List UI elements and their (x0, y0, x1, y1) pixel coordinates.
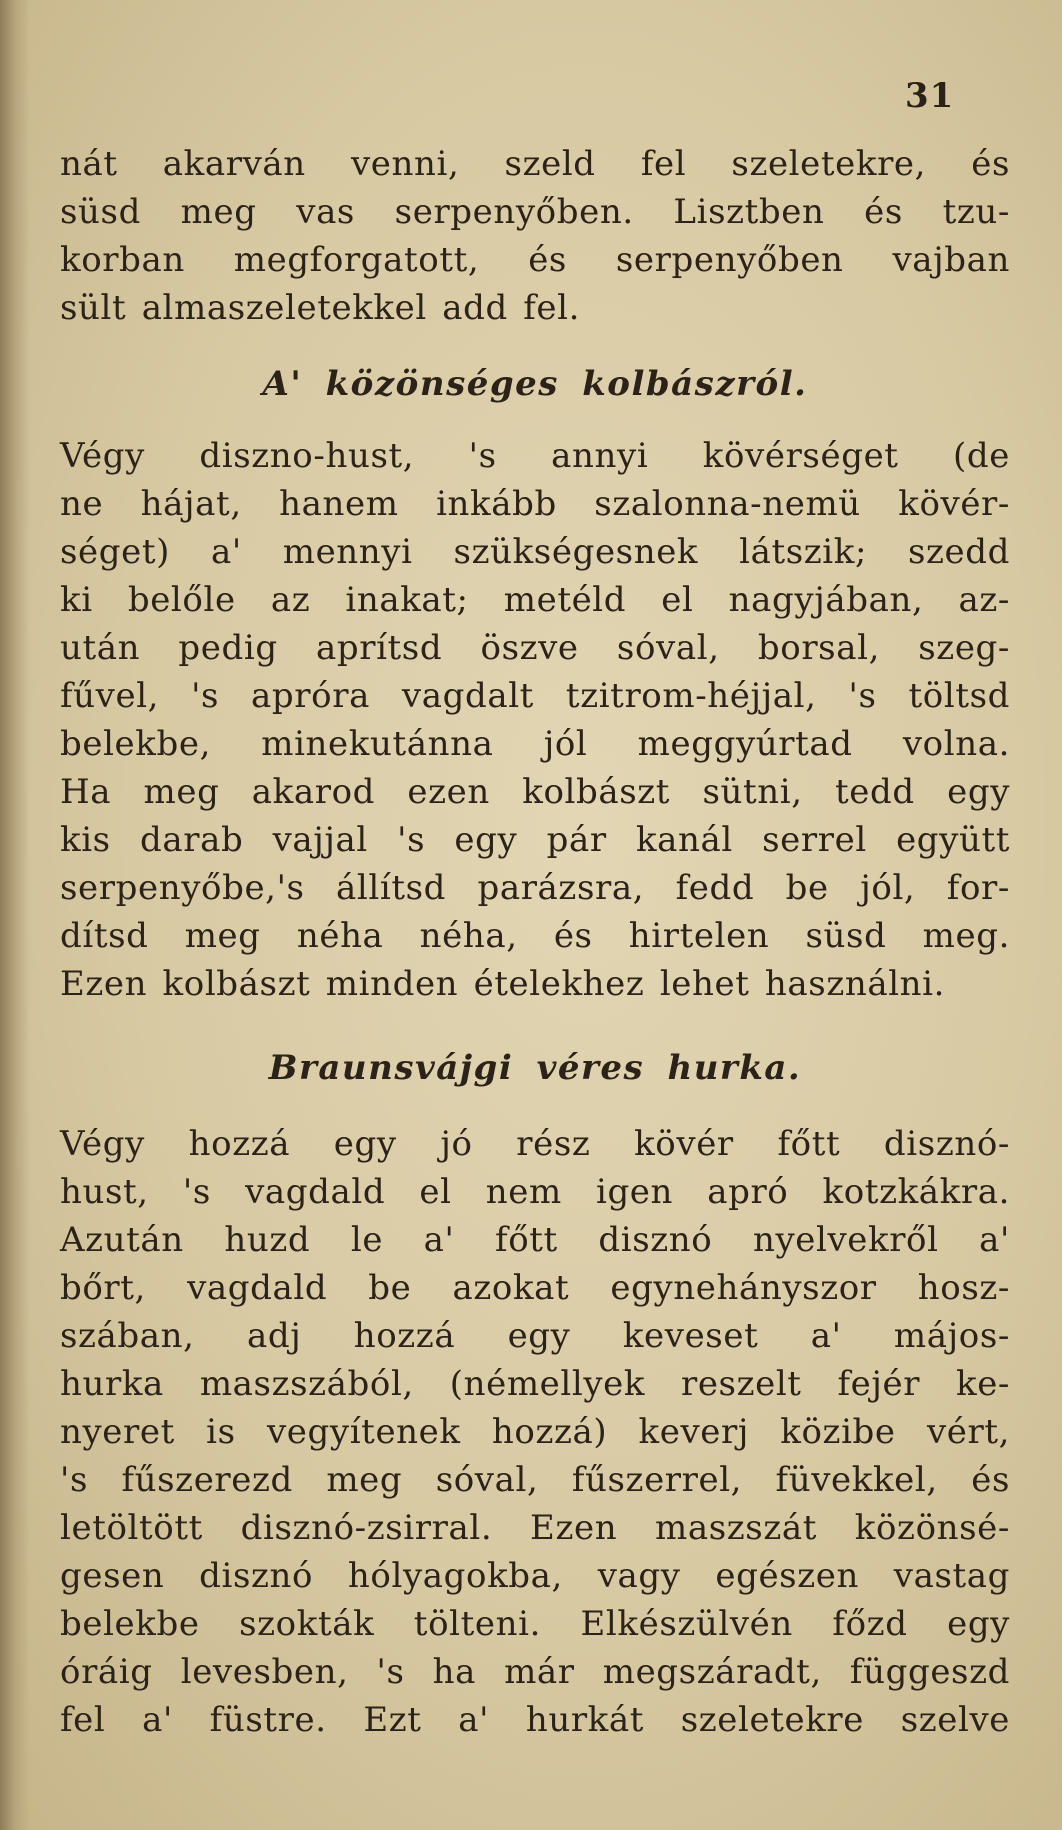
text-line: séget) a' mennyi szükségesnek látszik; szedd (60, 532, 1010, 572)
text-line: süsd meg vas serpenyőben. Lisztben és tzu- (60, 192, 1010, 232)
text-line: kis darab vajjal 's egy pár kanál serrel együtt (60, 820, 1010, 860)
text-line: nyeret is vegyítenek hozzá) keverj közibe vért, (60, 1412, 1010, 1452)
page-gutter-shadow (0, 0, 30, 1830)
text-line: Ha meg akarod ezen kolbászt sütni, tedd egy (60, 772, 1010, 812)
paragraph-3 (60, 1120, 1010, 1744)
text-line: gesen disznó hólyagokba, vagy egészen vastag (60, 1556, 1010, 1596)
text-line: Végy diszno-hust, 's annyi kövérséget (de (60, 436, 1010, 476)
text-line: hurka maszszából, (némellyek reszelt fejér ke- (60, 1364, 1010, 1404)
text-line: dítsd meg néha néha, és hirtelen süsd meg. (60, 916, 1010, 956)
text-line: letöltött disznó-zsirral. Ezen maszszát közönsé- (60, 1508, 1010, 1548)
text-line: után pedig aprítsd öszve sóval, borsal, szeg- (60, 628, 1010, 668)
text-line: bőrt, vagdald be azokat egynehányszor hosz- (60, 1268, 1010, 1308)
paragraph-1 (60, 140, 1010, 332)
text-line: Azután huzd le a' főtt disznó nyelvekről a' (60, 1220, 1010, 1260)
text-line: nát akarván venni, szeld fel szeletekre, és (60, 144, 1010, 184)
section-heading-kolbasz: A' közönséges kolbászról. (262, 364, 808, 404)
text-line: fűvel, 's apróra vagdalt tzitrom-héjjal, 's töltsd (60, 676, 1010, 716)
text-line: Végy hozzá egy jó rész kövér főtt disznó- (60, 1124, 1010, 1164)
text-line: Ezen kolbászt minden ételekhez lehet használni. (60, 964, 946, 1004)
text-line: korban megforgatott, és serpenyőben vajban (60, 240, 1010, 280)
text-line: ki belőle az inakat; metéld el nagyjában, az- (60, 580, 1010, 620)
text-line: óráig levesben, 's ha már megszáradt, függeszd (60, 1652, 1010, 1692)
text-line: fel a' füstre. Ezt a' hurkát szeletekre szelve (60, 1700, 1010, 1740)
section-heading-hurka: Braunsvájgi véres hurka. (268, 1048, 802, 1088)
text-line: szában, adj hozzá egy keveset a' májos- (60, 1316, 1010, 1356)
text-line: serpenyőbe,'s állítsd parázsra, fedd be jól, for- (60, 868, 1010, 908)
text-line: ne hájat, hanem inkább szalonna-nemü kövér- (60, 484, 1010, 524)
text-line: belekbe, minekutánna jól meggyúrtad volna. (60, 724, 1010, 764)
text-line: sült almaszeletekkel add fel. (60, 288, 581, 328)
text-line: hust, 's vagdald el nem igen apró kotzkákra. (60, 1172, 1010, 1212)
page-number: 31 (905, 76, 955, 116)
text-line: belekbe szokták tölteni. Elkészülvén főzd egy (60, 1604, 1010, 1644)
text-line: 's fűszerezd meg sóval, fűszerrel, füvekkel, és (60, 1460, 1010, 1500)
page-text (60, 140, 1010, 1744)
paragraph-2 (60, 432, 1010, 1008)
